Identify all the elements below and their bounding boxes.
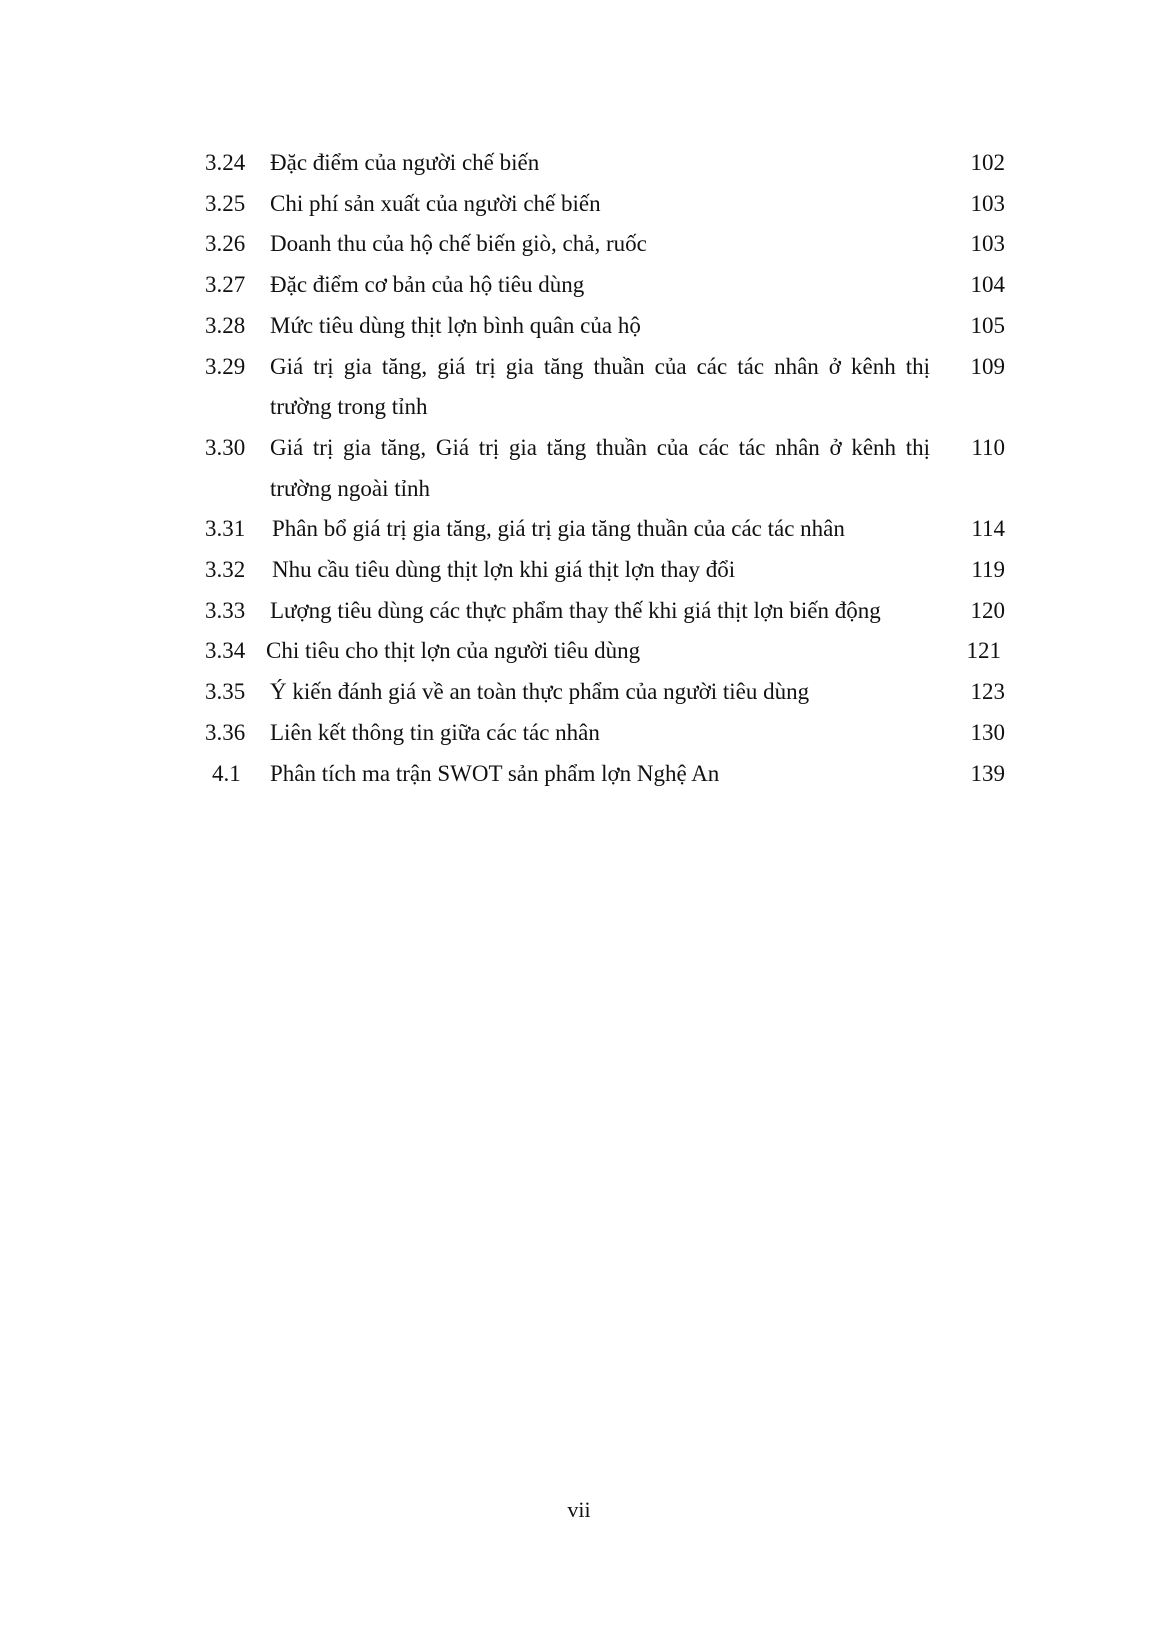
entry-title: Lượng tiêu dùng các thực phẩm thay thế khi giá thịt lợn biến động xyxy=(270,597,881,623)
entry-page: 102 xyxy=(970,150,1005,175)
toc-entry-4-1 xyxy=(205,754,1005,795)
entry-title: Nhu cầu tiêu dùng thịt lợn khi giá thịt lợn thay đổi xyxy=(272,557,736,583)
toc-entry-3-36 xyxy=(205,713,1005,754)
toc-entry-3-35 xyxy=(205,672,1005,713)
entry-number: 3.24 xyxy=(205,150,246,175)
entry-page: 109 xyxy=(970,353,1005,379)
entry-title: Phân tích ma trận SWOT sản phẩm lợn Nghệ An xyxy=(270,760,720,786)
toc-entry-3-26 xyxy=(205,224,1005,265)
entry-number: 3.29 xyxy=(205,353,246,379)
table-of-tables xyxy=(205,143,1005,794)
entry-page: 105 xyxy=(970,312,1005,338)
toc-entry-3-25 xyxy=(205,184,1005,225)
entry-title: Phân bổ giá trị gia tăng, giá trị gia tăng thuần của các tác nhân xyxy=(272,516,845,542)
toc-entry-3-33 xyxy=(205,591,1005,632)
entry-page: 121 xyxy=(966,638,1001,664)
toc-entry-3-24 xyxy=(205,143,1005,184)
entry-number: 3.36 xyxy=(205,719,246,745)
toc-entry-3-31 xyxy=(205,509,1005,550)
entry-title: Ý kiến đánh giá về an toàn thực phẩm của người tiêu dùng xyxy=(270,679,810,705)
entry-page: 103 xyxy=(970,190,1005,216)
entry-number: 3.34 xyxy=(205,638,246,664)
entry-number: 3.31 xyxy=(205,516,246,542)
entry-number: 4.1 xyxy=(212,760,241,786)
entry-number: 3.35 xyxy=(205,679,246,705)
entry-number: 3.28 xyxy=(205,312,246,338)
entry-number: 3.32 xyxy=(205,557,246,583)
entry-page: 104 xyxy=(970,272,1005,298)
entry-title: Đặc điểm của người chế biến xyxy=(270,150,540,175)
entry-title: Giá trị gia tăng, Giá trị gia tăng thuần của các tác nhân ở kênh thị trường ngoài tỉnh xyxy=(270,434,930,501)
entry-page: 130 xyxy=(970,719,1005,745)
toc-entry-3-34 xyxy=(205,631,1005,672)
entry-title: Chi tiêu cho thịt lợn của người tiêu dùng xyxy=(266,638,641,664)
entry-page: 139 xyxy=(970,760,1005,786)
entry-number: 3.30 xyxy=(205,434,246,460)
entry-title: Doanh thu của hộ chế biến giò, chả, ruốc xyxy=(270,231,647,257)
entry-title: Giá trị gia tăng, giá trị gia tăng thuần của các tác nhân ở kênh thị trường trong tỉnh xyxy=(270,353,930,420)
entry-title: Đặc điểm cơ bản của hộ tiêu dùng xyxy=(270,272,585,298)
entry-page: 119 xyxy=(971,557,1005,583)
entry-title: Chi phí sản xuất của người chế biến xyxy=(270,190,601,216)
entry-page: 114 xyxy=(971,516,1005,542)
page-number: vii xyxy=(567,1497,591,1522)
entry-number: 3.25 xyxy=(205,190,246,216)
toc-entry-3-27 xyxy=(205,265,1005,306)
entry-number: 3.26 xyxy=(205,231,246,257)
toc-entry-3-28 xyxy=(205,306,1005,347)
entry-page: 120 xyxy=(970,597,1005,623)
toc-entry-3-30 xyxy=(205,428,1005,509)
toc-entry-3-29 xyxy=(205,347,1005,428)
entry-number: 3.27 xyxy=(205,272,246,298)
entry-title: Mức tiêu dùng thịt lợn bình quân của hộ xyxy=(270,312,641,338)
entry-page: 110 xyxy=(971,434,1005,460)
toc-entry-3-32 xyxy=(205,550,1005,591)
entry-title: Liên kết thông tin giữa các tác nhân xyxy=(270,719,600,745)
entry-page: 123 xyxy=(970,679,1005,705)
entry-page: 103 xyxy=(970,231,1005,257)
entry-number: 3.33 xyxy=(205,597,246,623)
